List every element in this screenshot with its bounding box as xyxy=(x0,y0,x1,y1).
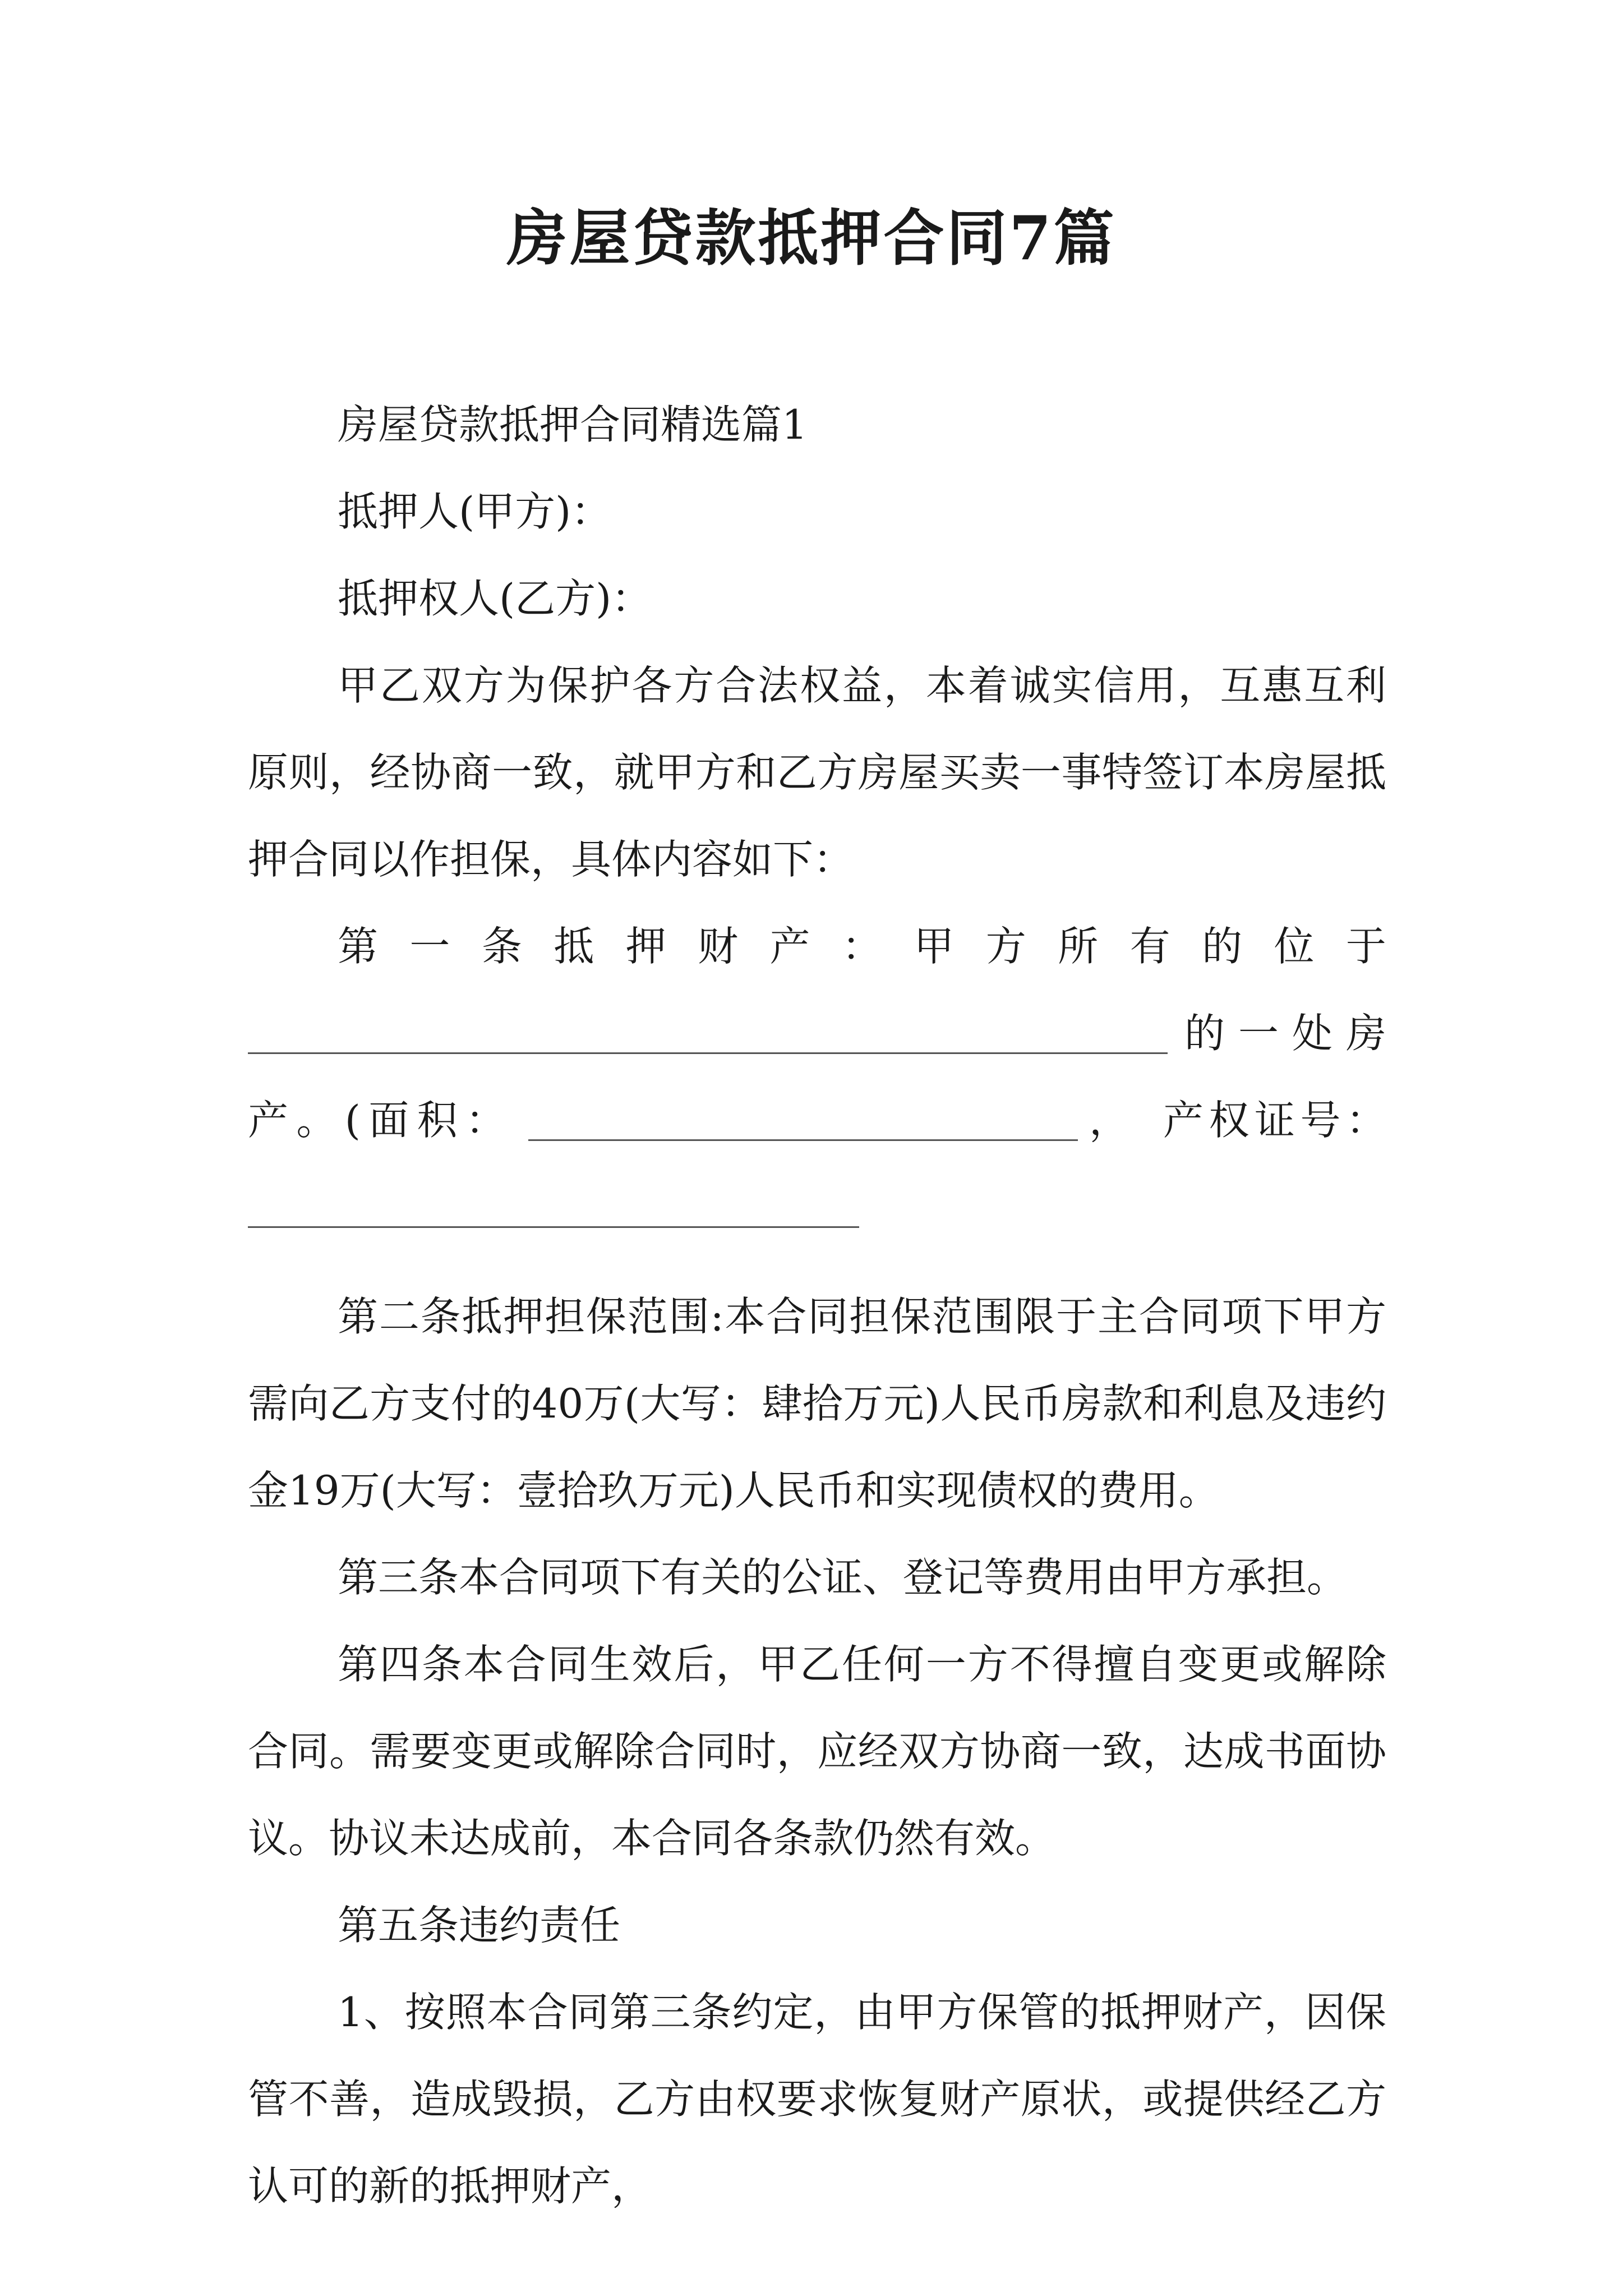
article1-char: 。 xyxy=(296,1097,337,1144)
certificate-blank[interactable] xyxy=(248,1187,859,1228)
article1-char: 位 xyxy=(1274,923,1315,970)
article1-char: 一 xyxy=(1238,1010,1279,1057)
article1-char: 证 xyxy=(1254,1097,1295,1144)
article1-block xyxy=(248,903,1386,1273)
article1-line1 xyxy=(248,903,1386,990)
article1-char: 一 xyxy=(409,923,450,970)
article1-char: 房 xyxy=(1345,1010,1386,1057)
preamble-paragraph: 甲乙双方为保护各方合法权益，本着诚实信用，互惠互利原则，经协商一致，就甲方和乙方房屋买卖一事特签订本房屋抵押合同以作担保，具体内容如下： xyxy=(248,662,1386,883)
section-heading: 房屋贷款抵押合同精选篇1 xyxy=(338,401,808,448)
article1-char: 抵 xyxy=(554,923,594,970)
article1-char: 押 xyxy=(625,923,666,970)
document-body xyxy=(248,381,1386,2230)
article1-char: ： xyxy=(1345,1097,1386,1144)
area-blank[interactable] xyxy=(528,1100,1078,1141)
location-blank[interactable] xyxy=(248,1013,1168,1054)
article1-char: 产 xyxy=(1163,1097,1204,1144)
article1-char: 的 xyxy=(1202,923,1243,970)
article1-char: ( xyxy=(344,1097,361,1144)
article1-char: 于 xyxy=(1345,923,1386,970)
article1-line2 xyxy=(248,990,1386,1077)
article1-char: 的 xyxy=(1184,1010,1225,1057)
document-title: 房屋贷款抵押合同7篇 xyxy=(506,203,1117,274)
article1-char: 所 xyxy=(1058,923,1099,970)
article1-char: 号 xyxy=(1300,1097,1341,1144)
article1-char: 产 xyxy=(769,923,810,970)
article2-paragraph: 第二条抵押担保范围:本合同担保范围限于主合同项下甲方需向乙方支付的40万(大写：肆拾万元)人民币房款和利息及违约金19万(大写：壹拾玖万元)人民币和实现债权的费用。 xyxy=(248,1293,1386,1514)
article4-paragraph: 第四条本合同生效后，甲乙任何一方不得擅自变更或解除合同。需要变更或解除合同时，应经双方协商一致，达成书面协议。协议未达成前，本合同各条款仍然有效。 xyxy=(248,1641,1386,1862)
article1-char: 方 xyxy=(985,923,1026,970)
article5-item1: 1、按照本合同第三条约定，由甲方保管的抵押财产，因保管不善，造成毁损，乙方由权要求恢复财产原状，或提供经乙方认可的新的抵押财产， xyxy=(248,1989,1386,2210)
article1-line3-end xyxy=(1163,1077,1386,1164)
article1-char: 有 xyxy=(1129,923,1170,970)
article1-char: 第 xyxy=(338,923,379,970)
article1-char: 处 xyxy=(1292,1010,1332,1057)
article1-line2-tail xyxy=(1184,990,1386,1077)
article1-char: 财 xyxy=(698,923,739,970)
article1-line3-lead xyxy=(248,1077,506,1164)
article1-char: 甲 xyxy=(914,923,955,970)
mortgagee-line: 抵押权人(乙方)： xyxy=(338,575,652,622)
article1-comma: ， xyxy=(1089,1097,1130,1144)
article1-char: 面 xyxy=(368,1097,409,1144)
article1-char: ： xyxy=(465,1097,506,1144)
mortgagor-line: 抵押人(甲方)： xyxy=(338,488,612,535)
article1-line3 xyxy=(248,1077,1386,1164)
article1-line4 xyxy=(248,1164,1386,1251)
article1-char: 产 xyxy=(248,1097,289,1144)
article1-char: 条 xyxy=(481,923,522,970)
article1-char: 积 xyxy=(417,1097,458,1144)
article1-char: ： xyxy=(841,923,882,970)
article5-heading: 第五条违约责任 xyxy=(338,1902,621,1949)
article3-paragraph: 第三条本合同项下有关的公证、登记等费用由甲方承担。 xyxy=(338,1554,1348,1601)
article1-char: 权 xyxy=(1209,1097,1249,1144)
